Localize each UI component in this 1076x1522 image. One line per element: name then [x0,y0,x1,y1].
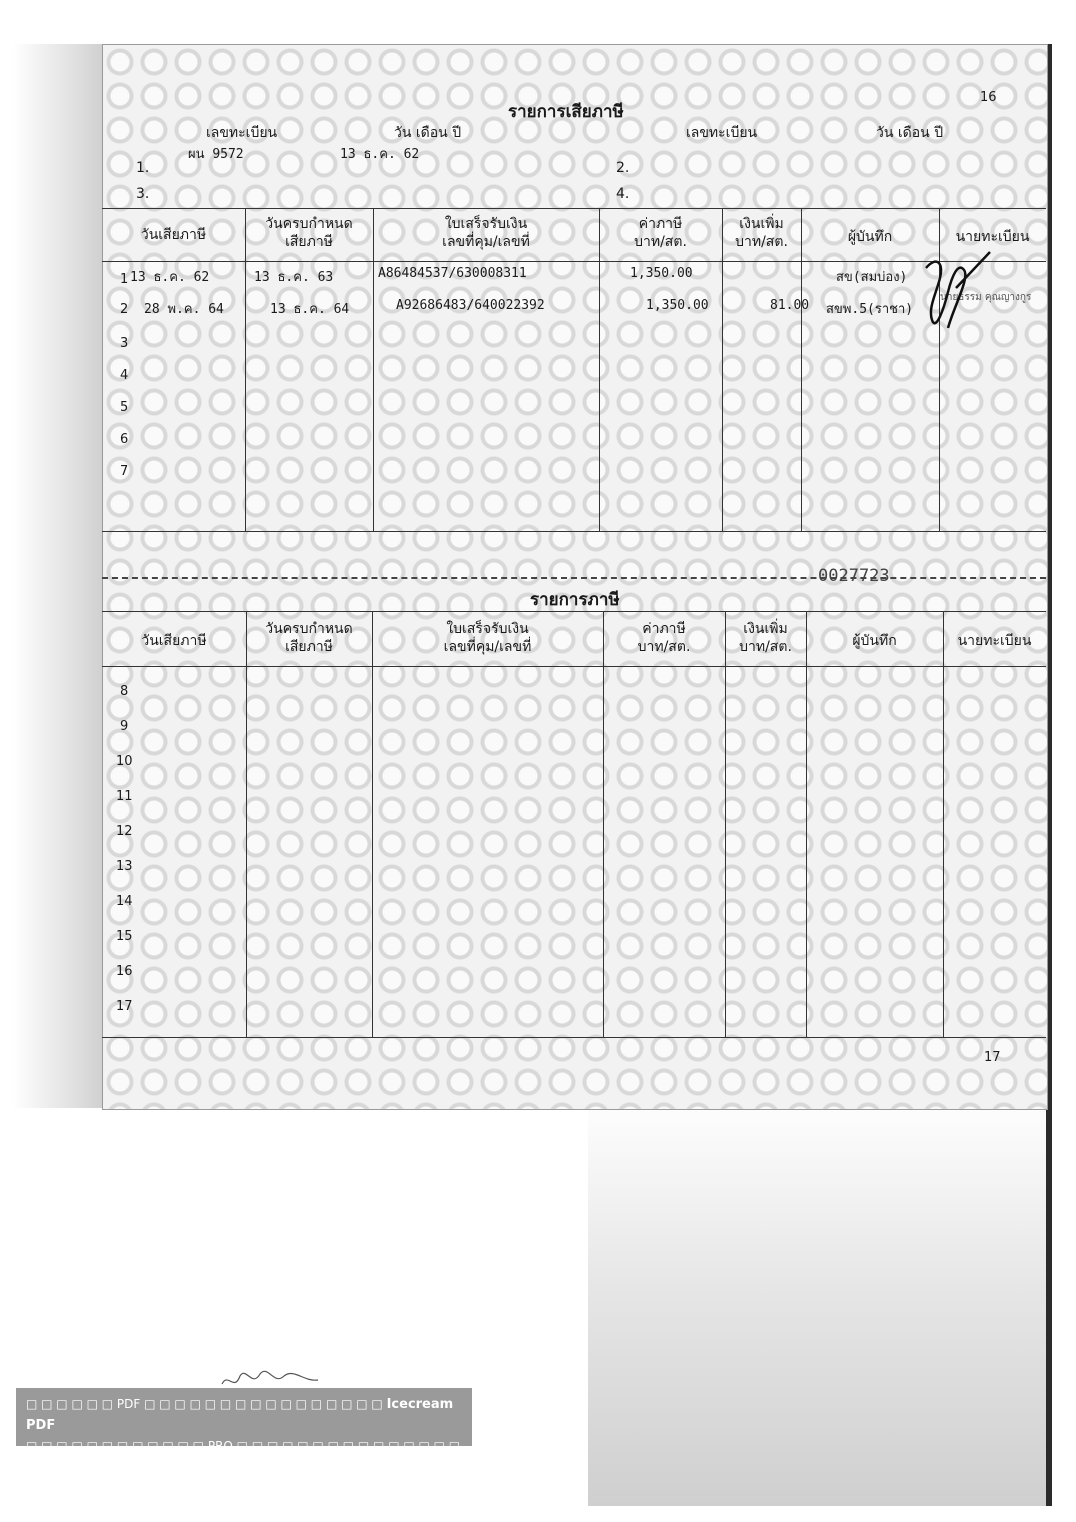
row2-receipt: A92686483/640022392 [396,298,545,313]
table1-col-line [599,208,600,532]
row-number: 3 [120,336,129,351]
tax-list-title: รายการภาษี [530,590,620,610]
row-number: 1 [120,272,129,287]
table2-col-line [806,611,807,1038]
scan-shadow [588,1108,1046,1506]
page-number-bottom: 17 [984,1050,1001,1065]
row-number: 6 [120,432,129,447]
page-spine-shadow [12,44,104,1108]
row-number: 17 [116,999,133,1014]
row-number: 10 [116,754,133,769]
t1-col-header-due-date: วันครบกำหนด เสียภาษี [265,216,353,250]
entry-3: 3. [136,186,150,202]
row-number: 15 [116,929,133,944]
entry-2: 2. [616,160,630,176]
t1-col-header-tax: ค่าภาษี บาท/สต. [634,216,687,250]
table2-header-line [102,666,1046,667]
table2-col-line [246,611,247,1038]
row-number: 9 [120,719,129,734]
t2-col-header-pay-date: วันเสียภาษี [141,633,207,649]
t1-col-header-receipt: ใบเสร็จรับเงิน เลขที่คุม/เลขที่ [442,216,530,250]
date-value: 13 ธ.ค. 62 [340,147,420,162]
row2-recorder: สขพ.5(ราชา) [826,302,914,317]
row1-recorder: สข(สมบ่อง) [836,270,908,285]
t2-col-header-tax: ค่าภาษี บาท/สต. [637,621,691,655]
reg-label-left: เลขทะเบียน [206,125,278,141]
t1-col-header-pay-date: วันเสียภาษี [140,227,207,243]
row-number: 2 [120,302,129,317]
table1-top-line [102,208,1046,209]
table1-bottom-line [102,531,1046,532]
table2-col-line [603,611,604,1038]
page-number-top: 16 [980,90,997,105]
row1-tax: 1,350.00 [630,266,693,281]
row2-due-date: 13 ธ.ค. 64 [270,302,350,317]
row-number: 11 [116,789,133,804]
row2-tax: 1,350.00 [646,298,709,313]
t2-col-header-surcharge: เงินเพิ่ม บาท/สต. [739,621,792,655]
date-label-right: วัน เดือน ปี [876,125,944,141]
table1-header-line [102,261,1046,262]
t2-col-header-receipt: ใบเสร็จรับเงิน เลขที่คุม/เลขที่ [443,621,532,655]
row1-receipt: A86484537/630008311 [378,266,527,281]
date-label-left: วัน เดือน ปี [394,125,462,141]
registrar-signature [918,248,996,334]
row1-due-date: 13 ธ.ค. 63 [254,270,334,285]
table2-col-line [372,611,373,1038]
table1-col-line [373,208,374,532]
table1-col-line [801,208,802,532]
t2-col-header-recorder: ผู้บันทึก [852,633,897,649]
t1-col-header-recorder: ผู้บันทึก [847,229,893,245]
reg-label-right: เลขทะเบียน [686,125,758,141]
table2-col-line [725,611,726,1038]
row1-pay-date: 13 ธ.ค. 62 [130,270,210,285]
tax-payment-title: รายการเสียภาษี [508,102,624,122]
row-number: 16 [116,964,133,979]
table1-col-line [722,208,723,532]
table2-top-line [102,611,1046,612]
row-number: 4 [120,368,129,383]
t1-col-header-surcharge: เงินเพิ่ม บาท/สต. [735,216,788,250]
watermark-banner: □ □ □ □ □ □ PDF □ □ □ □ □ □ □ □ □ □ □ □ □ □ □ □ Icecream PDF □ □ □ □ □ □ □ □ □ □ □ □ PRO □ □ □ □ □ □ □ □ □ □ □ □ □ □ □ □ [16,1388,472,1446]
row-number: 14 [116,894,133,909]
row-number: 7 [120,464,129,479]
table1-col-line [245,208,246,532]
row-number: 13 [116,859,133,874]
t1-col-header-registrar: นายทะเบียน [955,229,1030,245]
table2-col-line [943,611,944,1038]
entry-4: 4. [616,186,630,202]
table2-bottom-line [102,1037,1046,1038]
row-number: 12 [116,824,133,839]
row2-pay-date: 28 พ.ค. 64 [144,302,224,317]
page-fold-line [102,577,1046,579]
registrar-name: นายธรรม คุณญางกูร [940,292,1032,303]
entry-1: 1. [136,160,150,176]
divider-number: 0027723 [818,566,890,586]
row2-surcharge: 81.00 [770,298,810,313]
row-number: 5 [120,400,129,415]
t2-col-header-due-date: วันครบกำหนด เสียภาษี [265,621,353,655]
row-number: 8 [120,684,129,699]
t2-col-header-registrar: นายทะเบียน [957,633,1032,649]
reg-value: ผน 9572 [188,147,244,162]
